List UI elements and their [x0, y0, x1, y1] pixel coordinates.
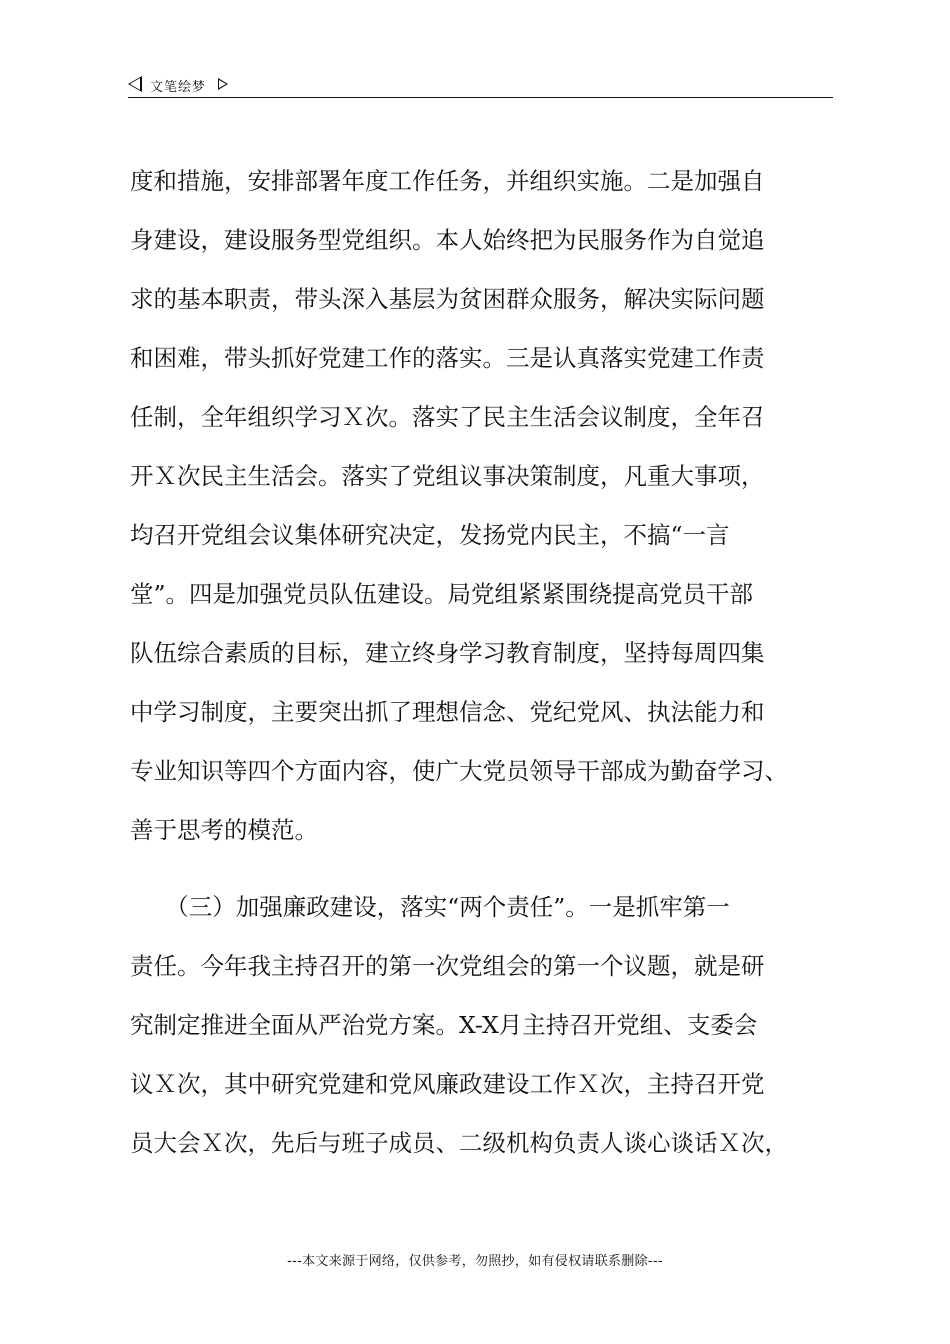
header-title: 文笔绘梦 [150, 80, 207, 95]
text-line: 度和措施，安排部署年度工作任务，并组织实施。二是加强自 [130, 167, 765, 195]
triangle-left-icon [128, 76, 142, 92]
text-line: 和困难，带头抓好党建工作的落实。三是认真落实党建工作责 [130, 344, 765, 372]
text-line: 堂”。四是加强党员队伍建设。局党组紧紧围绕提高党员干部 [130, 580, 754, 608]
text-line: （三）加强廉政建设，落实“两个责任”。一是抓牢第一 [130, 893, 730, 921]
text-line: 身建设，建设服务型党组织。本人始终把为民服务作为自觉追 [130, 226, 765, 254]
text-line: 开Ｘ次民主生活会。落实了党组议事决策制度，凡重大事项， [130, 462, 765, 490]
header-rule [128, 97, 833, 98]
text-line: 责任。今年我主持召开的第一次党组会的第一个议题，就是研 [130, 952, 765, 980]
text-line: 求的基本职责，带头深入基层为贫困群众服务，解决实际问题 [130, 285, 765, 313]
page-header [128, 74, 833, 98]
footer-disclaimer: ---本文来源于网络，仅供参考，勿照抄，如有侵权请联系删除--- [287, 1254, 663, 1269]
text-line: 任制，全年组织学习Ｘ次。落实了民主生活会议制度，全年召 [130, 403, 765, 431]
text-line: 员大会Ｘ次，先后与班子成员、二级机构负责人谈心谈话Ｘ次， [130, 1129, 788, 1157]
text-line: 均召开党组会议集体研究决定，发扬党内民主，不搞“一言 [130, 521, 730, 549]
text-line: 究制定推进全面从严治党方案。X-X月主持召开党组、支委会 [130, 1011, 758, 1039]
text-line: 议Ｘ次，其中研究党建和党风廉政建设工作Ｘ次，主持召开党 [130, 1070, 765, 1098]
text-line: 队伍综合素质的目标，建立终身学习教育制度，坚持每周四集 [130, 639, 765, 667]
text-line: 中学习制度，主要突出抓了理想信念、党纪党风、执法能力和 [130, 698, 765, 726]
triangle-right-icon [218, 78, 228, 90]
text-line: 专业知识等四个方面内容，使广大党员领导干部成为勤奋学习、 [130, 757, 788, 785]
text-line: 善于思考的模范。 [130, 816, 318, 844]
